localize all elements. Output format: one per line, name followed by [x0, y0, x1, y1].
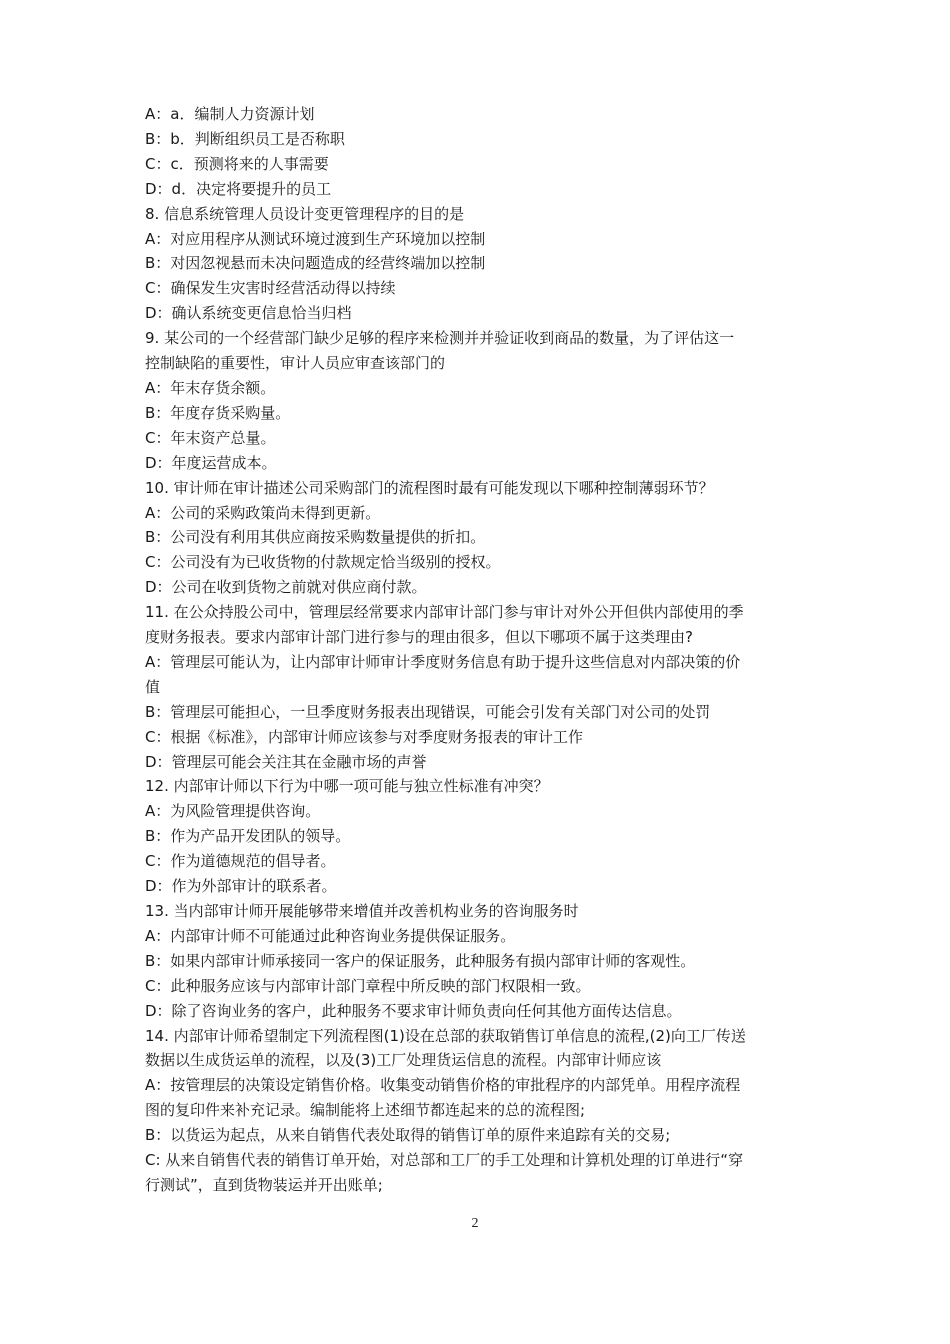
option-line: A：对应用程序从测试环境过渡到生产环境加以控制 [145, 229, 486, 248]
option-line: D：公司在收到货物之前就对供应商付款。 [145, 578, 427, 597]
option-line: B：b．判断组织员工是否称职 [145, 129, 345, 148]
option-line: A：年末存货余额。 [145, 378, 276, 397]
question-8-stem: 8. 信息系统管理人员设计变更管理程序的目的是 [145, 204, 465, 223]
option-line: B：对因忽视悬而未决问题造成的经营终端加以控制 [145, 254, 486, 273]
option-line-cont: 值 [145, 677, 161, 696]
option-line: D：除了咨询业务的客户，此种服务不要求审计师负责向任何其他方面传达信息。 [145, 1001, 682, 1020]
option-line: A：按管理层的决策设定销售价格。收集变动销售价格的审批程序的内部凭单。用程序流程 [145, 1076, 741, 1095]
option-line-cont: 行测试”，直到货物装运并开出账单; [145, 1175, 383, 1194]
question-13-stem: 13. 当内部审计师开展能够带来增值并改善机构业务的咨询服务时 [145, 902, 579, 920]
option-line: D：管理层可能会关注其在金融市场的声誉 [145, 752, 427, 771]
question-14-stem: 14. 内部审计师希望制定下列流程图(1)设在总部的获取销售订单信息的流程,(2)向工厂传送 [145, 1026, 746, 1045]
option-line: B：管理层可能担心，一旦季度财务报表出现错误，可能会引发有关部门对公司的处罚 [145, 702, 711, 721]
question-12-stem: 12. 内部审计师以下行为中哪一项可能与独立性标准有冲突？ [145, 777, 549, 796]
option-line: D：确认系统变更信息恰当归档 [145, 304, 352, 323]
option-line: C：c．预测将来的人事需要 [145, 154, 329, 173]
option-line: A：为风险管理提供咨询。 [145, 802, 321, 821]
option-line: A：管理层可能认为，让内部审计师审计季度财务信息有助于提升这些信息对内部决策的价 [145, 652, 741, 671]
option-line-cont: 图的复印件来补充记录。编制能将上述细节都连起来的总的流程图; [145, 1101, 586, 1120]
option-line: C：作为道德规范的倡导者。 [145, 852, 336, 871]
option-line: C：年末资产总量。 [145, 428, 276, 447]
option-line: A：公司的采购政策尚未得到更新。 [145, 503, 381, 522]
question-11-stem-cont: 度财务报表。要求内部审计部门进行参与的理由很多，但以下哪项不属于这类理由? [145, 628, 693, 647]
option-line: B：年度存货采购量。 [145, 403, 291, 422]
question-10-stem: 10. 审计师在审计描述公司采购部门的流程图时最有可能发现以下哪种控制薄弱环节？ [145, 478, 714, 497]
page-number: 2 [471, 1216, 479, 1231]
question-14-stem-cont: 数据以生成货运单的流程，以及(3)工厂处理货运信息的流程。内部审计师应该 [145, 1051, 662, 1070]
option-line: C：公司没有为已收货物的付款规定恰当级别的授权。 [145, 553, 501, 572]
option-line: D：d．决定将要提升的员工 [145, 179, 332, 198]
option-line: C：此种服务应该与内部审计部门章程中所反映的部门权限相一致。 [145, 976, 591, 995]
option-line: B：以货运为起点，从来自销售代表处取得的销售订单的原件来追踪有关的交易; [145, 1126, 671, 1145]
page-content [145, 102, 815, 1198]
option-line: D：作为外部审计的联系者。 [145, 877, 337, 896]
option-line: A：a．编制人力资源计划 [145, 105, 315, 123]
option-line: D：年度运营成本。 [145, 453, 277, 472]
option-line: C: 从来自销售代表的销售订单开始，对总部和工厂的手工处理和计算机处理的订单进行“穿 [145, 1151, 744, 1170]
option-line: B：如果内部审计师承接同一客户的保证服务，此种服务有损内部审计师的客观性。 [145, 951, 696, 970]
option-line: C：确保发生灾害时经营活动得以持续 [145, 279, 396, 298]
question-9-stem-cont: 控制缺陷的重要性，审计人员应审查该部门的 [145, 354, 446, 373]
option-line: B：作为产品开发团队的领导。 [145, 827, 351, 846]
option-line: C：根据《标准》，内部审计师应该参与对季度财务报表的审计工作 [145, 727, 583, 746]
option-line: A：内部审计师不可能通过此种咨询业务提供保证服务。 [145, 926, 516, 945]
option-line: B：公司没有利用其供应商按采购数量提供的折扣。 [145, 528, 486, 547]
question-11-stem: 11. 在公众持股公司中，管理层经常要求内部审计部门参与审计对外公开但供内部使用的季 [145, 603, 744, 622]
question-9-stem: 9. 某公司的一个经营部门缺少足够的程序来检测并并验证收到商品的数量，为了评估这一 [145, 329, 735, 348]
